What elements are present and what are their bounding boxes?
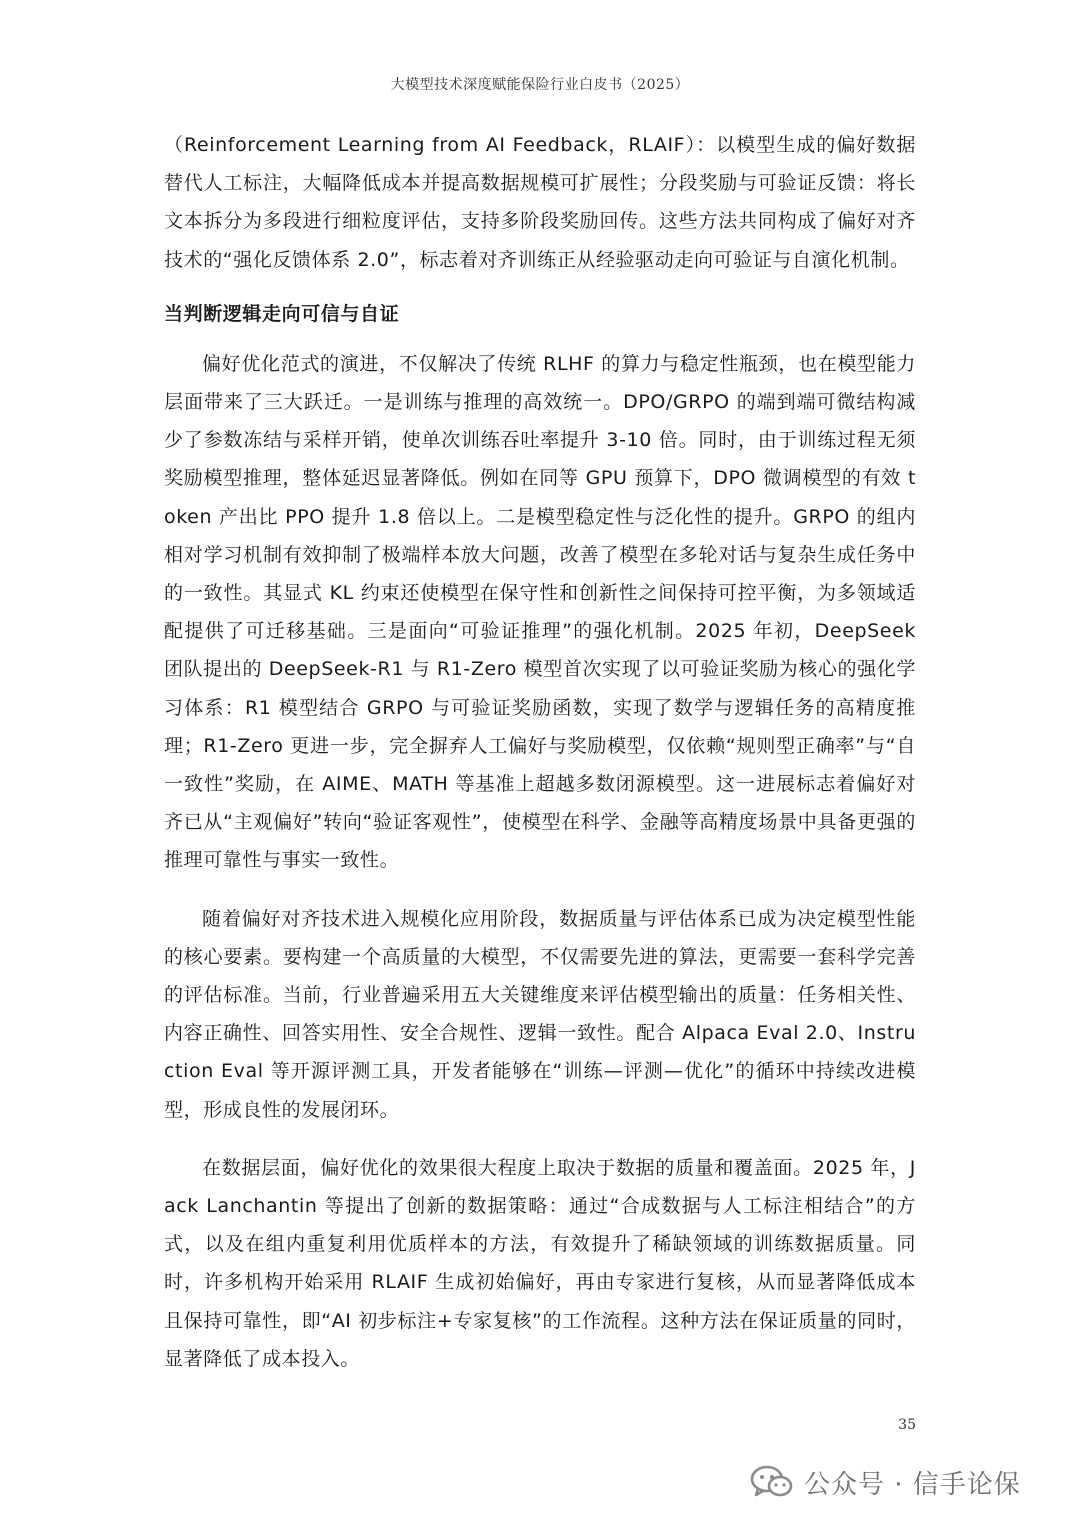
watermark-text: 公众号 · 信手论保	[804, 1469, 1021, 1500]
running-header: 大模型技术深度赋能保险行业白皮书（2025）	[390, 77, 690, 93]
paragraph-gap	[164, 880, 916, 900]
paragraph-rlaif: （Reinforcement Learning from AI Feedback，RLAIF）：以模型生成的偏好数据替代人工标注，大幅降低成本并提高数据规模可扩展性；分段奖励与可验证反馈：将长文本拆分为多段进行细粒度评估，支持多阶段奖励回传。这些方法共同构成了偏好对齐技术的“强化反馈体系 2.0”，标志着对齐训练正从经验驱动走向可验证与自演化机制。	[164, 134, 916, 271]
page-body	[164, 126, 916, 1378]
section-heading: 当判断逻辑走向可信与自证	[164, 302, 400, 325]
watermark	[750, 1462, 1021, 1502]
paragraph-gap	[164, 1129, 916, 1149]
paragraph-preference-optimization: 偏好优化范式的演进，不仅解决了传统 RLHF 的算力与稳定性瓶颈，也在模型能力层面带来了三大跃迁。一是训练与推理的高效统一。DPO/GRPO 的端到端可微结构减少了参数冻结与采样开销，使单次训练吞吐率提升 3-10 倍。同时，由于训练过程无须奖励模型推理，整体延迟显著降低。例如在同等 GPU 预算下，DPO 微调模型的有效 token 产出比 PPO 提升 1.8 倍以上。二是模型稳定性与泛化性的提升。GRPO 的组内相对学习机制有效抑制了极端样本放大问题，改善了模型在多轮对话与复杂生成任务中的一致性。其显式 KL 约束还使模型在保守性和创新性之间保持可控平衡，为多领域适配提供了可迁移基础。三是面向“可验证推理”的强化机制。2025 年初，DeepSeek 团队提出的 DeepSeek-R1 与 R1-Zero 模型首次实现了以可验证奖励为核心的强化学习体系：R1 模型结合 GRPO 与可验证奖励函数，实现了数学与逻辑任务的高精度推理；R1-Zero 更进一步，完全摒弃人工偏好与奖励模型，仅依赖“规则型正确率”与“自一致性”奖励，在 AIME、MATH 等基准上超越多数闭源模型。这一进展标志着偏好对齐已从“主观偏好”转向“验证客观性”，使模型在科学、金融等高精度场景中具备更强的推理可靠性与事实一致性。	[164, 352, 916, 872]
wechat-icon	[750, 1464, 794, 1500]
paragraph-evaluation: 随着偏好对齐技术进入规模化应用阶段，数据质量与评估体系已成为决定模型性能的核心要素。要构建一个高质量的大模型，不仅需要先进的算法，更需要一套科学完善的评估标准。当前，行业普遍采用五大关键维度来评估模型输出的质量：任务相关性、内容正确性、回答实用性、安全合规性、逻辑一致性。配合 Alpaca Eval 2.0、Instruction Eval 等开源评测工具，开发者能够在“训练—评测—优化”的循环中持续改进模型，形成良性的发展闭环。	[164, 907, 916, 1121]
paragraph-data-strategy: 在数据层面，偏好优化的效果很大程度上取决于数据的质量和覆盖面。2025 年，Jack Lanchantin 等提出了创新的数据策略：通过“合成数据与人工标注相结合”的方式，以及在组内重复利用优质样本的方法，有效提升了稀缺领域的训练数据质量。同时，许多机构开始采用 RLAIF 生成初始偏好，再由专家进行复核，从而显著降低成本且保持可靠性，即“AI 初步标注+专家复核”的工作流程。这种方法在保证质量的同时，显著降低了成本投入。	[164, 1156, 916, 1370]
page-number: 35	[898, 1417, 916, 1433]
